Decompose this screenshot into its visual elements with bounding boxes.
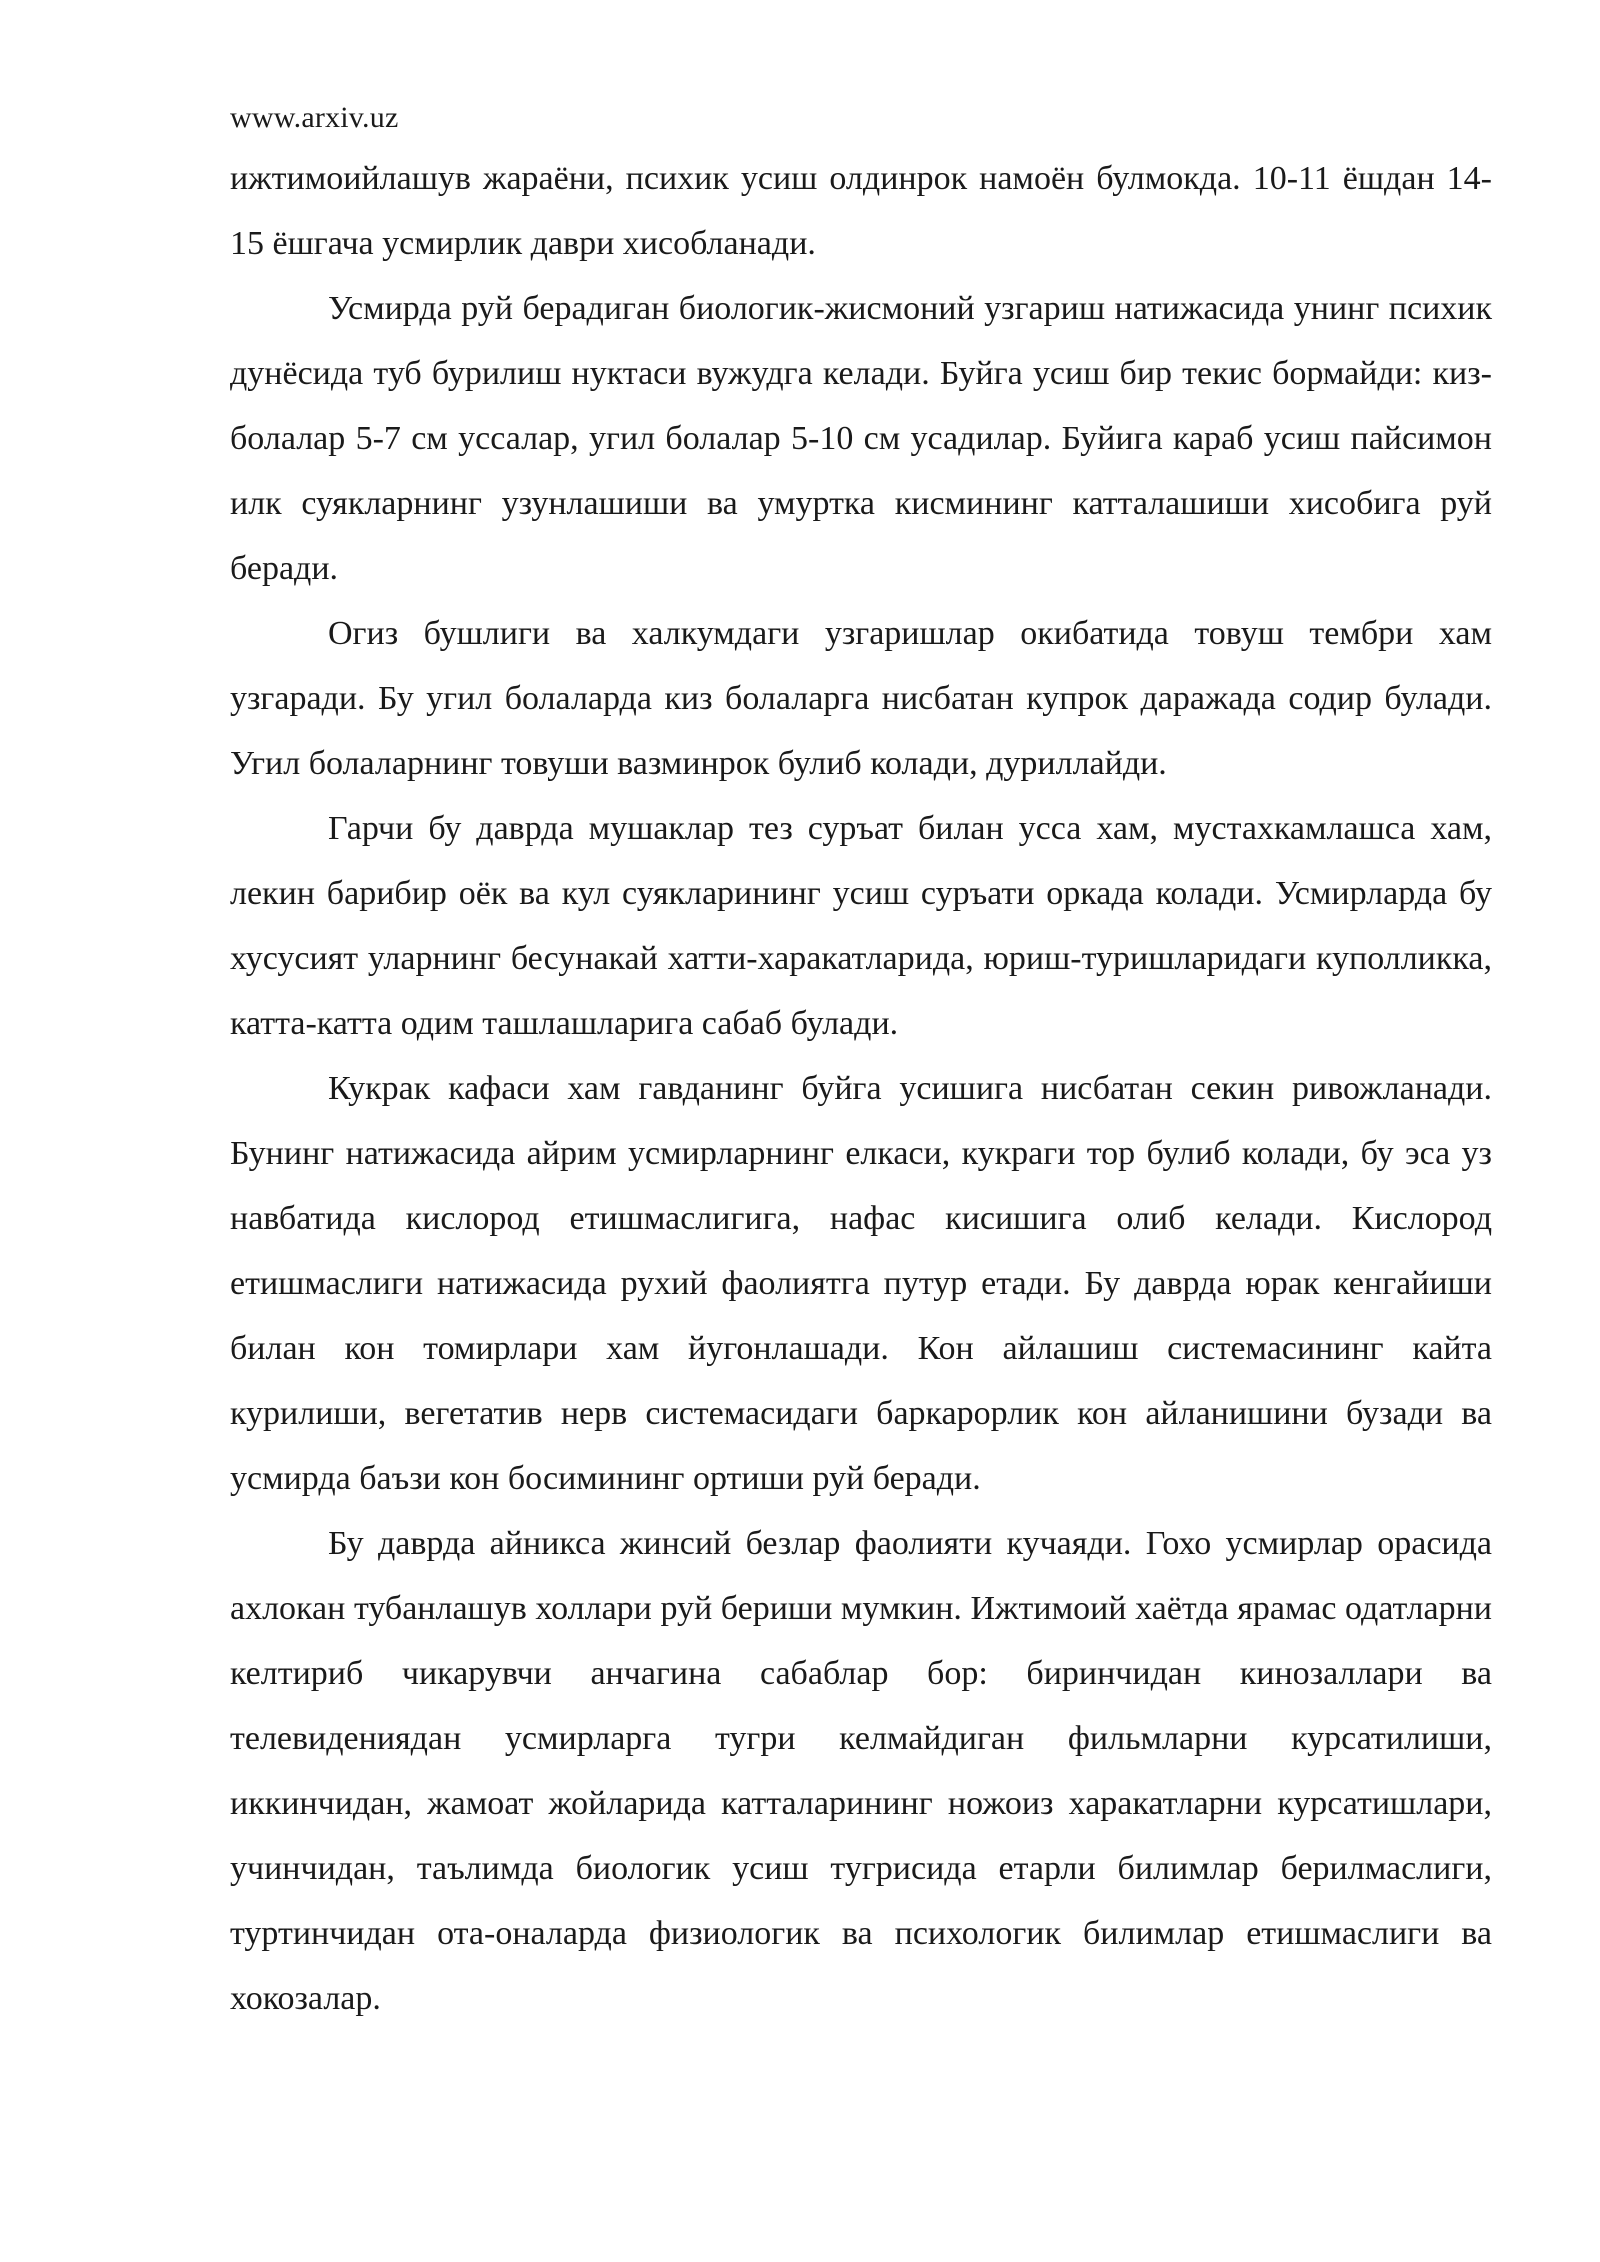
paragraph: Огиз бушлиги ва халкумдаги узгаришлар окибатида товуш тембри хам узгаради. Бу угил болаларда киз болаларга нисбатан купрок даражада содир булади. Угил болаларнинг товуши вазминрок булиб колади, дуриллайди. bbox=[230, 615, 1492, 782]
paragraph-continuation: ижтимоийлашув жараёни, психик усиш олдинрок намоён булмокда. 10-11 ёшдан 14-15 ёшгача усмирлик даври хисобланади. bbox=[230, 160, 1492, 262]
paragraph: Кукрак кафаси хам гавданинг буйга усишига нисбатан секин ривожланади. Бунинг натижасида айрим усмирларнинг елкаси, кукраги тор булиб колади, бу эса уз навбатида кислород етишмаслигига, нафас кисишига олиб келади. Кислород етишмаслиги натижасида рухий фаолиятга путур етади. Бу даврда юрак кенгайиши билан кон томирлари хам йугонлашади. Кон айлашиш системасининг кайта курилиши, вегетатив нерв системасидаги баркарорлик кон айланишини бузади ва усмирда баъзи кон босимининг ортиши руй беради. bbox=[230, 1070, 1492, 1497]
header-url: www.arxiv.uz bbox=[230, 101, 399, 134]
paragraph: Бу даврда айникса жинсий безлар фаолияти кучаяди. Гохо усмирлар орасида ахлокан тубанлашув холлари руй бериши мумкин. Ижтимоий хаётда ярамас одатларни келтириб чикарувчи анчагина сабаблар бор: биринчидан кинозаллари ва телевидениядан усмирларга тугри келмайдиган фильмларни курсатилиши, иккинчидан, жамоат жойларида катталарининг ножоиз харакатларни курсатишлари, учинчидан, таълимда биологик усиш тугрисида етарли билимлар берилмаслиги, туртинчидан ота-оналарда физиологик ва психологик билимлар етишмаслиги ва хокозалар. bbox=[230, 1525, 1492, 2017]
body-text bbox=[230, 146, 1492, 2031]
paragraph: Гарчи бу даврда мушаклар тез суръат билан усса хам, мустахкамлашса хам, лекин барибир оёк ва кул суякларининг усиш суръати оркада колади. Усмирларда бу хусусият уларнинг бесунакай хатти-харакатларида, юриш-туришларидаги куполликка, катта-катта одим ташлашларига сабаб булади. bbox=[230, 810, 1492, 1042]
paragraph: Усмирда руй берадиган биологик-жисмоний узгариш натижасида унинг психик дунёсида туб бурилиш нуктаси вужудга келади. Буйга усиш бир текис бормайди: киз-болалар 5-7 см уссалар, угил болалар 5-10 см усадилар. Буйига караб усиш пайсимон илк суякларнинг узунлашиши ва умуртка кисмининг катталашиши хисобига руй беради. bbox=[230, 290, 1492, 587]
